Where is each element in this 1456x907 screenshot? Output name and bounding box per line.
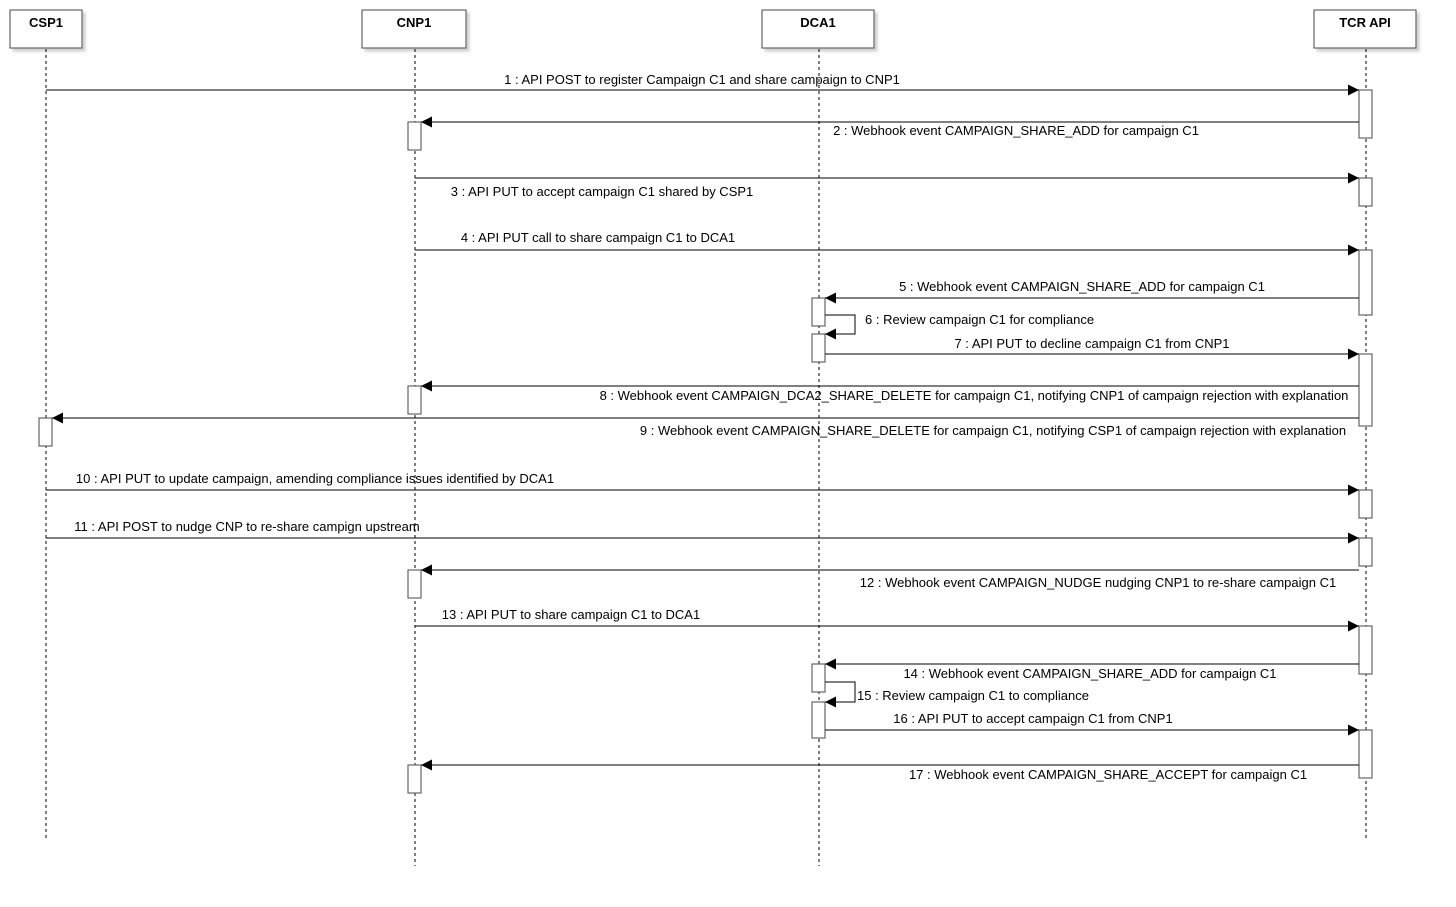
message-14-label: 14 : Webhook event CAMPAIGN_SHARE_ADD for campaign C1 — [903, 666, 1277, 681]
activation-cnp1 — [408, 386, 421, 414]
participant-csp1[interactable] — [10, 10, 82, 48]
activation-tcr — [1359, 178, 1372, 206]
lifelines — [46, 49, 1366, 866]
message-1-label: 1 : API POST to register Campaign C1 and share campaign to CNP1 — [504, 72, 900, 87]
participant-label: DCA1 — [800, 15, 836, 30]
message-6-arrow[interactable] — [825, 315, 855, 334]
participant-dca1[interactable] — [762, 10, 874, 48]
message-4-label: 4 : API PUT call to share campaign C1 to DCA1 — [460, 230, 736, 245]
message-9-label: 9 : Webhook event CAMPAIGN_SHARE_DELETE for campaign C1, notifying CSP1 of campaign rejection with explanation — [639, 423, 1347, 438]
message-17-label: 17 : Webhook event CAMPAIGN_SHARE_ACCEPT for campaign C1 — [908, 767, 1308, 782]
message-10-label: 10 : API PUT to update campaign, amending compliance issues identified by DCA1 — [75, 471, 555, 486]
message-8-label: 8 : Webhook event CAMPAIGN_DCA2_SHARE_DELETE for campaign C1, notifying CNP1 of campaign rejection with explanation — [599, 388, 1349, 403]
activation-dca1 — [812, 298, 825, 326]
activation-tcr — [1359, 250, 1372, 315]
message-3-label: 3 : API PUT to accept campaign C1 shared by CSP1 — [450, 184, 754, 199]
activation-csp1 — [39, 418, 52, 446]
activation-tcr — [1359, 90, 1372, 138]
participant-tcr-api[interactable] — [1314, 10, 1416, 48]
message-2-label: 2 : Webhook event CAMPAIGN_SHARE_ADD for campaign C1 — [833, 123, 1199, 138]
message-15-label: 15 : Review campaign C1 to compliance — [857, 688, 1089, 703]
message-11-label: 11 : API POST to nudge CNP to re-share campign upstream — [74, 519, 420, 534]
message-12-label: 12 : Webhook event CAMPAIGN_NUDGE nudging CNP1 to re-share campaign C1 — [859, 575, 1337, 590]
message-7-label: 7 : API PUT to decline campaign C1 from CNP1 — [954, 336, 1230, 351]
activation-tcr — [1359, 354, 1372, 426]
participants — [10, 10, 1416, 48]
participant-label: TCR API — [1339, 15, 1391, 30]
participant-label: CNP1 — [396, 15, 432, 30]
participant-label: CSP1 — [29, 15, 63, 30]
activation-cnp1 — [408, 765, 421, 793]
activation-dca1 — [812, 334, 825, 362]
activation-dca1 — [812, 702, 825, 738]
message-15-arrow[interactable] — [825, 682, 855, 702]
message-6-label: 6 : Review campaign C1 for compliance — [865, 312, 1095, 327]
activation-tcr — [1359, 626, 1372, 674]
participant-cnp1[interactable] — [362, 10, 466, 48]
message-16-label: 16 : API PUT to accept campaign C1 from CNP1 — [893, 711, 1173, 726]
activation-cnp1 — [408, 122, 421, 150]
message-13-label: 13 : API PUT to share campaign C1 to DCA1 — [441, 607, 701, 622]
activation-cnp1 — [408, 570, 421, 598]
message-5-label: 5 : Webhook event CAMPAIGN_SHARE_ADD for campaign C1 — [899, 279, 1265, 294]
activation-tcr — [1359, 490, 1372, 518]
activation-tcr — [1359, 538, 1372, 566]
activation-dca1 — [812, 664, 825, 692]
activation-tcr — [1359, 730, 1372, 778]
